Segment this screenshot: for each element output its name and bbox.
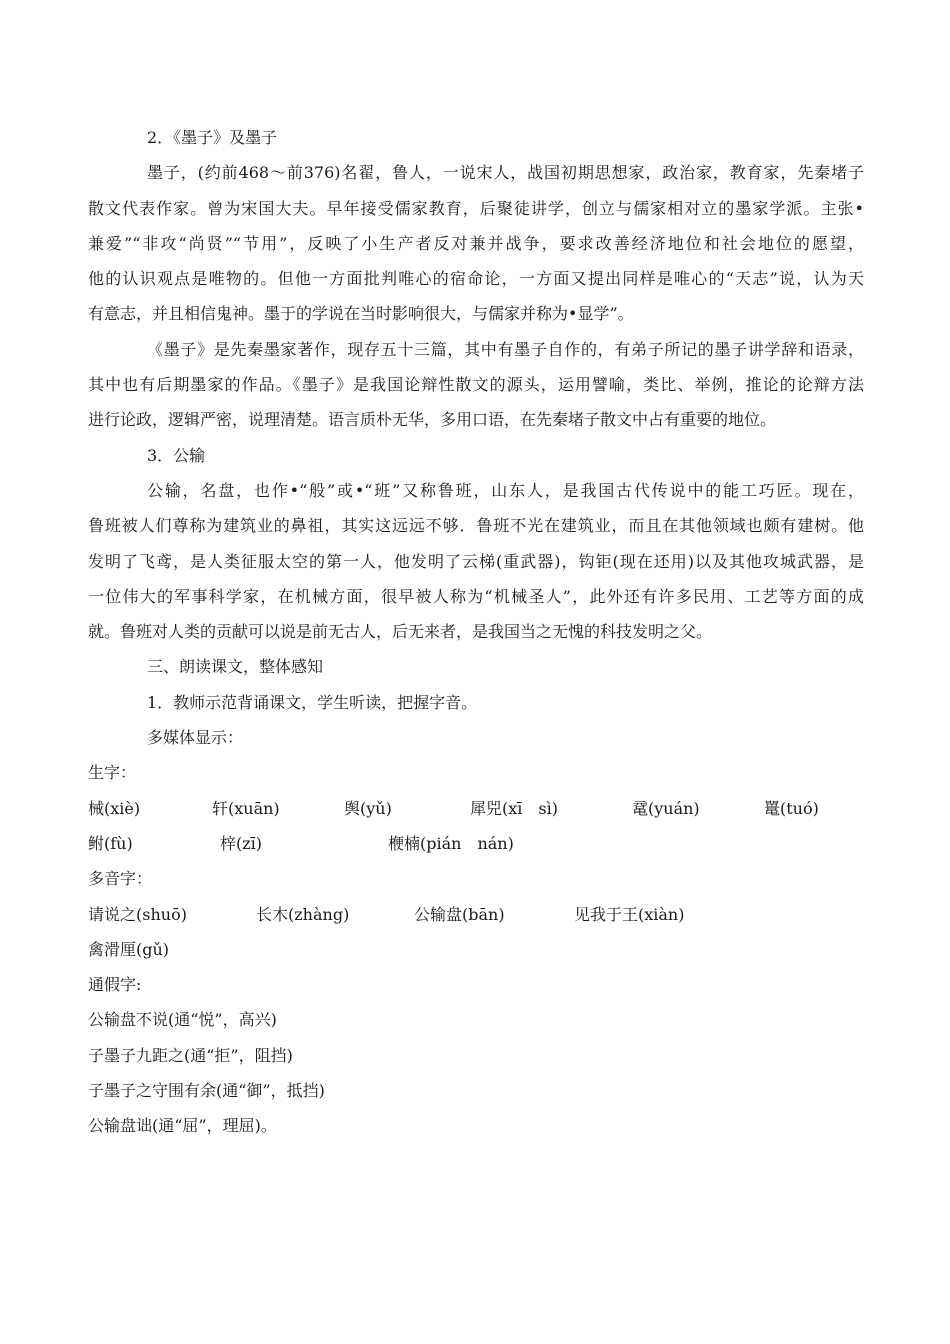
multimedia-label: 多媒体显示： — [147, 728, 244, 748]
step-teacher-recite: 1．教师示范背诵课文，学生听读，把握字音。 — [147, 692, 478, 712]
tongjia-item: 子墨子九距之(通“拒”，阻挡) — [88, 1045, 293, 1065]
document-content — [88, 120, 864, 1144]
vocab-item: 鼋(yuán) — [632, 798, 700, 818]
paragraph-line: 公输，名盘，也作•“般”或•“班”又称鲁班，山东人，是我国古代传说中的能工巧匠。现在， — [147, 480, 864, 500]
section-heading-reading: 三、朗读课文，整体感知 — [147, 657, 324, 677]
vocab-item: 请说之(shuō) — [88, 904, 187, 924]
tongjia-item: 公输盘诎(通“屈”，理屈)。 — [88, 1116, 277, 1136]
vocab-item: 轩(xuān) — [212, 798, 280, 818]
polyphone-row — [88, 932, 864, 967]
vocab-item: 鲋(fù) — [88, 833, 133, 853]
paragraph-line: 发明了飞鸢，是人类征服太空的第一人，他发明了云梯(重武器)，钩钜(现在还用)以及其他攻城武器，是 — [88, 551, 864, 571]
paragraph-mozi-book — [88, 332, 864, 438]
vocab-item: 械(xiè) — [88, 798, 141, 818]
vocab-item: 见我于王(xiàn) — [574, 904, 685, 924]
vocab-item: 公输盘(bān) — [414, 904, 505, 924]
polyphone-row — [88, 897, 864, 932]
paragraph-line: 他的认识观点是唯物的。但他一方面批判唯心的宿命论，一方面又提出同样是唯心的“天志”说，认为天 — [88, 269, 864, 289]
section-heading-mozi: 2．《墨子》及墨子 — [147, 128, 278, 147]
vocab-item: 禽滑厘(gǔ) — [88, 939, 170, 959]
new-characters-row — [88, 791, 864, 826]
paragraph-line: 鲁班被人们尊称为建筑业的鼻祖，其实这远远不够．鲁班不光在建筑业，而且在其他领域也颇有建树。他 — [88, 516, 864, 536]
vocab-item: 鼍(tuó) — [764, 798, 819, 818]
paragraph-mozi-bio — [88, 155, 864, 331]
polyphone-label: 多音字： — [88, 869, 153, 889]
paragraph-line: 就。鲁班对人类的贡献可以说是前无古人，后无来者，是我国当之无愧的科技发明之父。 — [88, 622, 713, 642]
paragraph-gongshu — [88, 473, 864, 649]
vocab-item: 犀兕(xī sì) — [470, 798, 558, 818]
paragraph-line: 《墨子》是先秦墨家著作，现存五十三篇，其中有墨子自作的，有弟子所记的墨子讲学辞和语录， — [147, 339, 864, 359]
tongjia-item: 公输盘不说(通“悦”，高兴) — [88, 1010, 277, 1030]
paragraph-line: 兼爱”“非攻“尚贤”“节用”，反映了小生产者反对兼并战争，要求改善经济地位和社会地位的愿望， — [88, 233, 864, 253]
paragraph-line: 有意志，并且相信鬼神。墨于的学说在当时影响很大，与儒家并称为•显学”。 — [88, 304, 634, 324]
paragraph-line: 其中也有后期墨家的作品。《墨子》是我国论辩性散文的源头，运用譬喻，类比、举例，推论的论辩方法 — [88, 375, 864, 395]
tongjia-label: 通假字: — [88, 975, 142, 995]
section-heading-gongshu: 3．公输 — [147, 445, 206, 465]
tongjia-item: 子墨子之守围有余(通“御”，抵挡) — [88, 1081, 325, 1101]
vocab-item: 舆(yǔ) — [344, 798, 392, 818]
paragraph-line: 墨子，(约前468～前376)名翟，鲁人，一说宋人，战国初期思想家，政治家，教育家，先秦堵子 — [147, 163, 864, 183]
paragraph-line: 散文代表作家。曾为宋国大夫。早年接受儒家教育，后聚徒讲学，创立与儒家相对立的墨家学派。主张• — [88, 198, 864, 218]
vocab-item: 楩楠(pián nán) — [388, 833, 514, 853]
vocab-item: 长木(zhàng) — [256, 904, 350, 924]
paragraph-line: 进行论政，逻辑严密，说理清楚。语言质朴无华，多用口语，在先秦堵子散文中占有重要的地位。 — [88, 410, 777, 430]
new-characters-label: 生字： — [88, 763, 137, 783]
paragraph-line: 一位伟大的军事科学家，在机械方面，很早被人称为“机械圣人”，此外还有许多民用、工艺等方面的成 — [88, 586, 864, 606]
new-characters-row — [88, 826, 864, 861]
vocab-item: 梓(zī) — [220, 833, 263, 853]
